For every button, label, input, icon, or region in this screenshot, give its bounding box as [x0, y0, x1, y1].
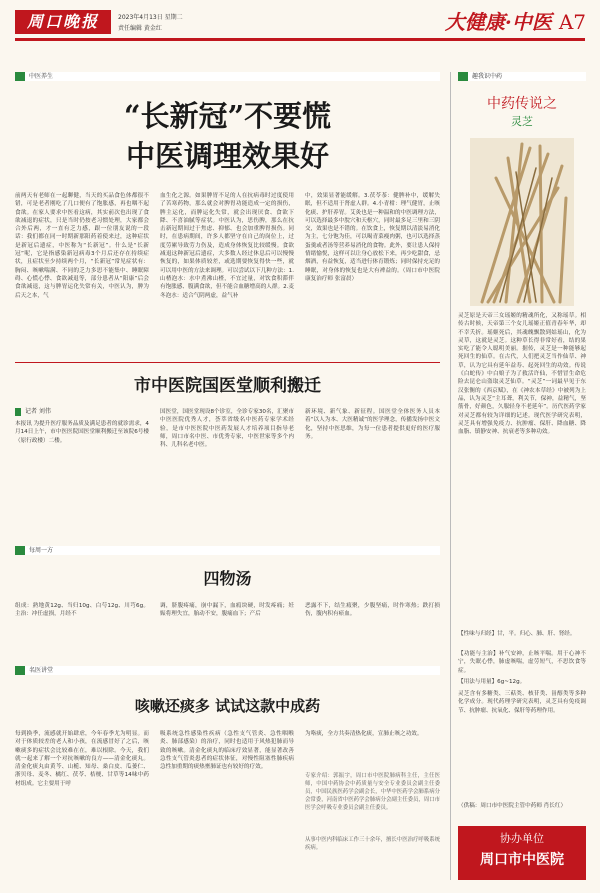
sidebar-dosage: 【用法与用量】6g~12g。 — [458, 679, 526, 685]
article4-headline: 咳嗽还痰多 试试这款中成药 — [134, 697, 321, 715]
section-title — [445, 6, 586, 35]
article1-column-3: 中，效果显著能缓解。3.茯苓茶：健脾补中，缓解失眠，但不适用于肾虚人群。4.小青柑：理气健胃，止咳化痰、护肝养胃。艾灸也是一种温和的中医调理方法，可以选择最多中脘穴和天枢穴，同时最多足三里和三阴交，效果也是不错的。在饮食上，恢复期以清淡易消化为主，七分饱为佳，可以喝青菜瘦肉粥，也可以选择蒸蛋羹或者汤等营养易消化的食物。此外，要让患人保持情绪愉悦，这样可以让身心放松下来，再少吃甜食，忌烟酒，有益恢复，适当进行体育锻炼；同时保持充足的睡眠，对身体的恢复也是大有裨益的。（周口市中医院康复治疗师 张富晨） — [305, 193, 440, 282]
sidebar-properties: 【性味与归经】甘，平。归心、肺、肝、肾经。 — [458, 631, 576, 637]
article1-column-1: 前两天有老师在一起聊健，当天的买品食色体都很不错，可是老者刚吃了几口便有了饱胀感，再也咽不起食欲。在家人要求中医看这病，其实前次也出现了食欲减退的症状，只是当时仍按老习惯处理，大家都会合外后两，才一直有乏力感，跟一位朋友说的一段话：我们都在同一时期新那阳药着使来过，这种症状是新冠后遗症，中医称为“长新冠”。什么是“长新冠”呢，它是指感染新冠病毒3个月后还存在持续症状，且症状至少持续两个月，“长新冠”常见症状有：胸闷、咳嗽喘满、不同的乏力多思不能集中、睡眠障碍、心慌心悸、食欲减退等，部分患者从“阳康”后会食欲减退，这与脾胃运化失常有关，中医认为，脾为后天之本，气 — [15, 193, 149, 299]
sidebar-source: （供稿：周口市中医院主管中药师 肖长红） — [458, 803, 567, 809]
article2-column-2: 国医堂，国医堂现设8个诊室，全诊专家30名，汇聚市中医医院优秀人才，荟萃省级名中医药专家学术经验，是市中医医院中医药发展人才培养项目指导老师，周口市名中医、市优秀专家，中医世家等多个内科、儿科名老中医。 — [160, 409, 294, 449]
sidebar-tag: 趣我识中药 — [458, 72, 586, 81]
article1-column-2: 血生化之源。如果脾胃不足的人在抗病毒时过度使用了苦寒药物，那么就会对脾胃功能造成一定的损伤，脾主运化，而脾运化失常，就会出现厌食、食欲下降、不喜油腻等症状。中医认为，思伤脾，那么在抗击新冠期间过于焦虑、抑郁、也会加重脾胃损伤。同时，在患病期间，许多人都坚守在自己的岗位上，过度劳累导致劳力伤及，造成身体恢复比较缓慢。食欲减退这种新冠后遗症，大多数人经过休息后可以慢慢恢复的，如果体质较差，或选期要恢复得快一些，就可以用中医的方法来调理。可以尝试以下几种方法：1.山楂泡水：水中煮沸山楂，不宜过量，对饮食积滞伴有饱胀感、腹满食欲，但不能合血糖增高的人群。2.麦冬泡水：适合气阴两虚，益气补 — [160, 193, 294, 299]
article4-contact: 从事中医内科临床工作三十余年，擅长中医治疗呼吸系统疾病。 — [305, 837, 440, 851]
article2-column-1: 本报讯 为提升医疗服务品质及满足患者的就诊需求，4月14日上午，市中医医院国医堂顺利搬迁至该院6号楼（原行政楼）二楼。 — [15, 421, 149, 444]
article3-column-1: 组成：熟地黄12g、当归10g、白芍12g、川芎6g。主治：冲任虚损，月经不 — [15, 603, 149, 618]
sidebar-note: 灵芝含有多糖类、三萜类、核苷类、甾醇类等多种化学成分。现代药理学研究表明，灵芝具有免疫调节、抗肿瘤、抗氧化、保肝等药理作用。 — [458, 691, 586, 714]
sidebar-divider — [450, 72, 451, 880]
sidebar-functions: 【功能与主治】补气安神，止咳平喘。用于心神不宁，失眠心悸，肺虚咳喘，虚劳短气，不思饮食等症。 — [458, 651, 586, 674]
masthead-rule — [15, 38, 585, 41]
article1-headline-line2: 中医调理效果好 — [125, 139, 329, 173]
article2-byline: 记者 刘伟 — [15, 408, 51, 416]
article3-column-2: 调，脐腹疼痛，崩中漏下，血瘕块硬，时发疼痛；妊娠将理失宜，胎动不安，腹痛血下；产后 — [160, 603, 294, 618]
article1-tag: 中医养生 — [15, 72, 440, 81]
article2-column-3: 新环境、新气象、新征程。国医堂全体医务人员本着“以人为本、大医精诚”的医学理念，传播发扬中医文化，坚持中医思维，为每一位患者提供更好的医疗服务。 — [305, 409, 440, 440]
responsible-editor: 责任编辑 黄金红 — [118, 25, 162, 32]
article4-column-3: 为咯痰，全方共奏清热化痰，宣肺止咳之功效。 — [305, 731, 423, 737]
article4-tag: 名医讲堂 — [15, 666, 440, 675]
co-organizer-name: 周口市中医院 — [480, 852, 564, 868]
section-name: 大健康·中医 — [444, 10, 552, 34]
issue-date: 2023年4月13日 星期二 — [118, 14, 183, 21]
article2-headline: 市中医院国医堂顺利搬迁 — [134, 376, 321, 396]
article3-headline: 四物汤 — [203, 569, 252, 588]
co-organizer-label: 协办单位 — [500, 832, 544, 845]
sidebar-title: 中药传说之 — [487, 96, 557, 112]
article1-headline-line1: “长新冠”不要慌 — [123, 99, 332, 133]
co-organizer-box — [458, 826, 586, 880]
article3-column-3: 恶露不下，结生瘕聚，少腹坚痛，时作寒热；跌打损伤，腹内积有瘀血。 — [305, 603, 440, 618]
lingzhi-illustration — [470, 138, 574, 306]
article4-column-2: 吸系统急性感染性疾病（急性支气管炎、急性咽喉炎、肺部感染）的治疗，同时也适用于风热犯肺而导致的咳嗽。清金化痰丸的临床疗效显著，能显著改善急性支气管炎患者的症状体征，对慢性阻塞性肺疾病急性加重期的痰热壅肺证也有较好的疗效。 — [160, 731, 294, 771]
page-number: A7 — [558, 10, 586, 34]
article3-tag: 每周一方 — [15, 546, 440, 555]
article-divider — [15, 362, 440, 363]
article4-column-1: 每到换季，流感就开始肆虐，今年春季尤为明显。而对于体质较差的老人和小孩，在流感冒好了之后，咳嗽痰多的症状会比较难在在，难以根除。今天，我们就一起来了解一个对抗咳嗽的良方——清金化痰丸。清金化痰丸由黄芩、山栀、知母、桑白皮、瓜蒌仁、浙贝母、麦冬、橘红、茯苓、桔梗、甘草等14味中药材组成。它主要用于呼 — [15, 731, 149, 787]
newspaper-logo: 周口晚报 — [15, 10, 111, 34]
sidebar-subtitle: 灵芝 — [511, 115, 533, 128]
sidebar-body: 灵芝原是天帝三女瑶姬的精魂所化，又称瑶草。相传古时候，天帝第三个女儿瑶姬正值青春年华，却不幸夭折。瑶姬死后，其魂魄飘散到姑瑶山，化为灵草，这就是灵芝。这种草长得非常好看，结的果实吃了能令人聪明美丽。据传，灵芝是一种能够起死回生的仙草。在古代，人们把灵芝当作仙草、神草，认为它具有延年益寿、起死回生的功效。传说《白蛇传》中白娘子为了救活许仙，不惜冒生命危险去昆仑山盗取灵芝仙草。“灵芝”一词最早见于东汉张衡的《西京赋》，在《神农本草经》中被列为上品，认为灵芝“主耳聋，利关节，保神，益精气，坚筋骨，好颜色，久服轻身不老延年”。历代医药学家对灵芝都有较为详细的记述。现代医学研究表明，灵芝具有增强免疫力、抗肿瘤、保肝、降血糖、降血脂、镇静安神、抗衰老等多种功效。 — [458, 313, 586, 436]
article4-author: 专家介绍：郭振宇，周口市中医院肺病科主任，主任医师，中国中药协会中药质量与安全专业委员会副主任委员，中国民族医药学会副会长，中华中医药学会肺系病分会常委，河南省中医药学会肺病分会副主任委员，周口市医学会呼吸专业委员会副主任委员。 — [305, 773, 440, 811]
